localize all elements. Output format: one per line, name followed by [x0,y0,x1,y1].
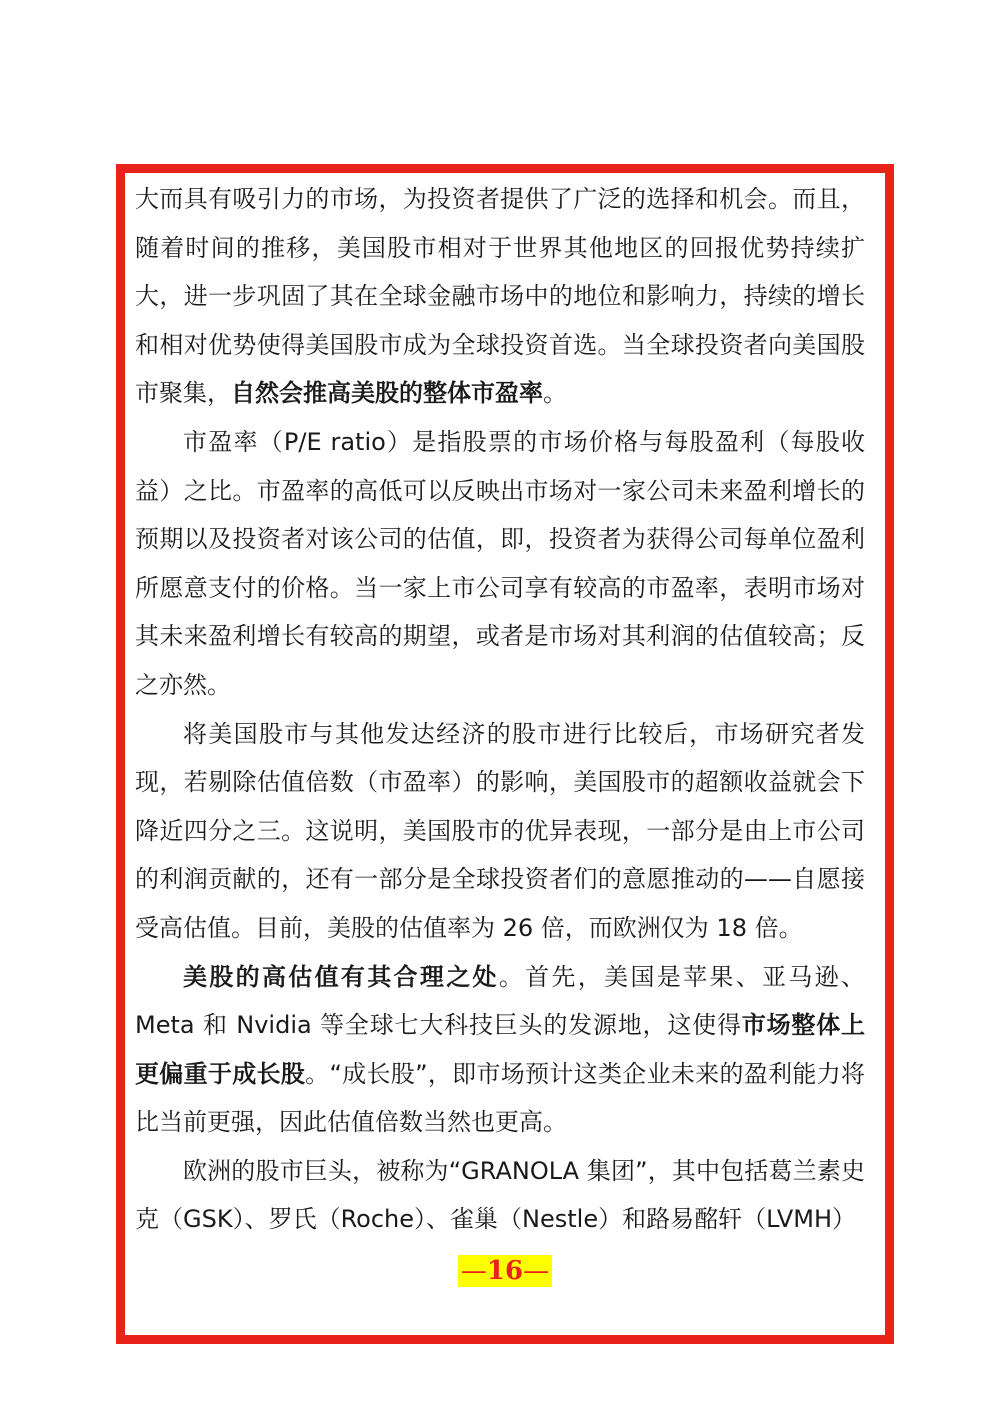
paragraph-2-run-1: 市盈率（P/E ratio）是指股票的市场价格与每股盈利（每股收益）之比。市盈率的高低可以反映出市场对一家公司未来盈利增长的预期以及投资者对该公司的估值，即，投资者为获得公司每单位盈利所愿意支付的价格。当一家上市公司享有较高的市盈率，表明市场对其未来盈利增长有较高的期望，或者是市场对其利润的估值较高；反之亦然。 [135,427,865,699]
paragraph-3 [135,710,865,953]
paragraph-4-bold-run-2: 市场整体上更偏重于成长股 [135,1011,865,1088]
page-number-left-dash: — [460,1256,487,1286]
page-number-value: 16 [486,1256,524,1286]
paragraph-5 [135,1147,865,1244]
paragraph-1-run-3: 。 [543,379,567,408]
paragraph-2 [135,418,865,710]
paragraph-3-run-1: 将美国股市与其他发达经济的股市进行比较后，市场研究者发现，若剔除估值倍数（市盈率）的影响，美国股市的超额收益就会下降近四分之三。这说明，美国股市的优异表现，一部分是由上市公司的利润贡献的，还有一部分是全球投资者们的意愿推动的——自愿接受高估值。目前，美股的估值率为 26 倍，而欧洲仅为 18 倍。 [135,719,865,942]
paragraph-4-run-2: 。首先，美国是苹果、亚马逊、Meta 和 Nvidia 等全球七大科技巨头的发源地，这使得 [135,962,866,1040]
page-number [458,1255,552,1287]
paragraph-1 [135,175,865,418]
paragraph-4-run-4: 。“成长股”，即市场预计这类企业未来的盈利能力将比当前更强，因此估值倍数当然也更高。 [135,1059,866,1137]
paragraph-1-bold-run: 自然会推高美股的整体市盈率 [231,379,543,408]
paragraph-5-run-1: 欧洲的股市巨头，被称为“GRANOLA 集团”，其中包括葛兰素史克（GSK）、罗氏（Roche）、雀巢（Nestle）和路易酩轩（LVMH） [135,1156,865,1234]
paragraph-4 [135,953,865,1147]
paragraph-4-bold-run-1: 美股的高估值有其合理之处 [183,962,499,991]
document-body [135,175,865,1244]
page-number-right-dash: — [523,1256,550,1286]
paragraph-1-run-1: 大而具有吸引力的市场，为投资者提供了广泛的选择和机会。而且，随着时间的推移，美国股市相对于世界其他地区的回报优势持续扩大，进一步巩固了其在全球金融市场中的地位和影响力，持续的增长和相对优势使得美国股市成为全球投资首选。当全球投资者向美国股市聚集， [135,185,865,408]
